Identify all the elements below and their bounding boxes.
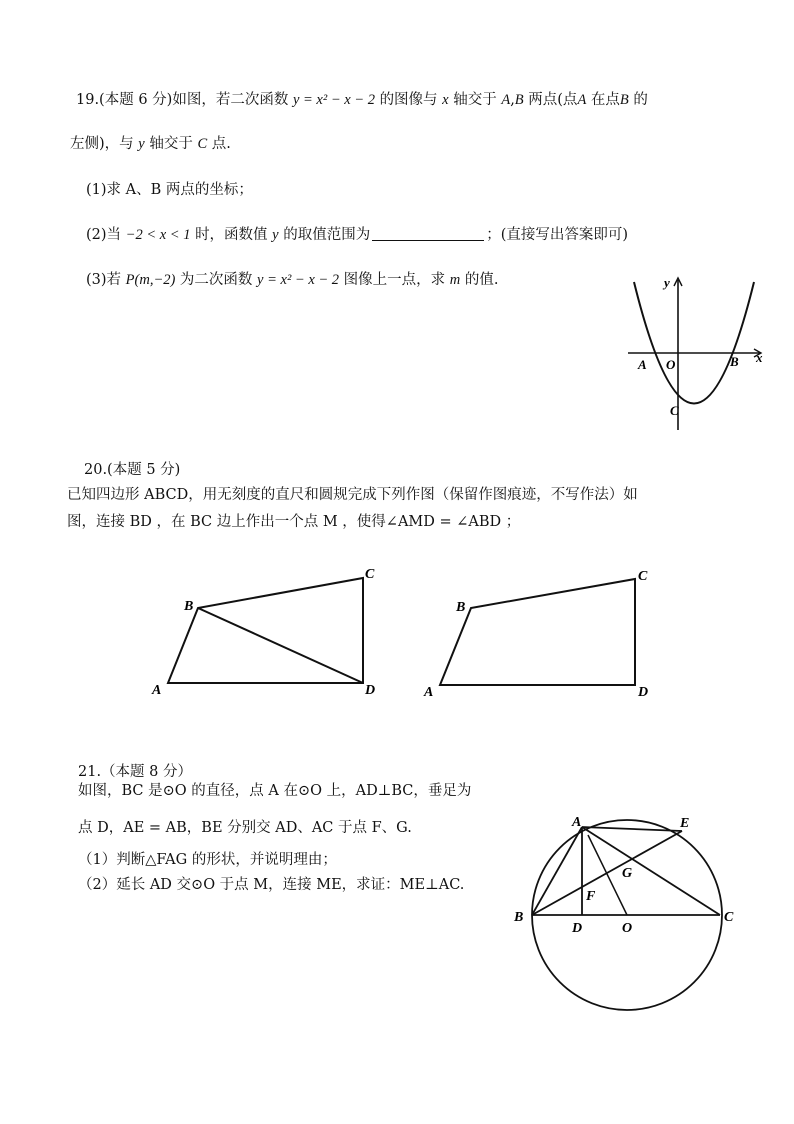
q19-intro-text: 19.(本题 6 分)如图，若二次函数 [76, 92, 289, 108]
q19-inequality: −2 < x < 1 [125, 227, 191, 243]
segment-ac [582, 827, 720, 915]
q19-text: 两点(点 [528, 92, 578, 108]
label-e: E [680, 816, 690, 831]
q19-text: 轴交于 [149, 136, 193, 152]
label-c: C [670, 403, 679, 418]
q19-text: 的取值范围为 [283, 227, 371, 243]
answer-blank[interactable] [372, 226, 484, 241]
q19-point-b: B [619, 92, 629, 108]
q19-text: ；(直接写出答案即可) [486, 227, 629, 243]
q19-text: (3)若 [86, 272, 122, 288]
label-y: y [664, 275, 670, 290]
q19-text: 为二次函数 [179, 272, 253, 288]
q21-part1: （1）判断△FAG 的形状，并说明理由； [78, 852, 337, 868]
label-c: C [724, 910, 734, 925]
label-b: B [730, 354, 739, 369]
label-a: A [152, 683, 162, 698]
q20-figure-right [420, 560, 670, 705]
q21-line1: 如图，BC 是⊙O 的直径，点 A 在⊙O 上，AD⊥BC，垂足为 [78, 783, 472, 799]
q19-text: 在点 [590, 92, 620, 108]
q20-figure-left [150, 560, 390, 705]
q19-text: 左侧)，与 [70, 136, 134, 152]
q20-title: 20.(本题 5 分) [84, 462, 181, 478]
q19-text: 时，函数值 [195, 227, 268, 243]
label-o: O [622, 921, 633, 936]
label-b: B [456, 600, 466, 615]
q19-var-y: y [138, 136, 145, 152]
label-o: O [666, 357, 676, 372]
label-a: A [638, 357, 647, 372]
q19-text: 轴交于 [453, 92, 497, 108]
label-c: C [638, 569, 648, 584]
q21-title: 21.（本题 8 分） [78, 764, 193, 780]
q19-var-x: x [442, 92, 449, 108]
q19-part3 [86, 270, 498, 290]
q19-text: 的图像与 [379, 92, 438, 108]
q19-text: 的 [633, 92, 648, 108]
q19-text: 的值. [464, 272, 499, 288]
q21-circle-figure [510, 815, 750, 1015]
q19-point-c: C [197, 136, 208, 152]
quadrilateral-abcd [168, 578, 363, 683]
label-b: B [514, 910, 524, 925]
q19-function-equation: y = x² − x − 2 [292, 92, 375, 108]
q19-text: 点. [211, 136, 231, 152]
label-d: D [638, 685, 649, 700]
label-g: G [622, 866, 633, 881]
label-d: D [572, 921, 583, 936]
parabola-curve [634, 282, 754, 404]
q19-comma: , [510, 92, 515, 108]
q19-point-b: B [514, 92, 524, 108]
label-f: F [586, 889, 596, 904]
q19-point-a: A [501, 92, 511, 108]
q19-function-equation: y = x² − x − 2 [257, 272, 340, 288]
q19-text: (2)当 [86, 227, 122, 243]
q19-point-a: A [577, 92, 587, 108]
label-c: C [365, 567, 375, 582]
q19-point-p: P(m,−2) [125, 272, 176, 288]
q21-line2: 点 D，AE = AB，BE 分别交 AD、AC 于点 F、G. [78, 820, 412, 836]
label-a: A [572, 815, 582, 830]
q19-parabola-graph [620, 270, 770, 435]
q19-text: 图像上一点，求 [343, 272, 446, 288]
quadrilateral-abcd [440, 579, 635, 685]
q19-part1: (1)求 A、B 两点的坐标； [86, 182, 253, 198]
diagonal-bd [198, 608, 363, 683]
label-x: x [756, 350, 763, 365]
label-d: D [365, 683, 376, 698]
q20-line1: 已知四边形 ABCD，用无刻度的直尺和圆规完成下列作图（保留作图痕迹，不写作法）如 [67, 487, 638, 503]
q19-var-y: y [272, 227, 279, 243]
label-b: B [184, 599, 194, 614]
q19-line2 [70, 134, 231, 154]
q21-part2: （2）延长 AD 交⊙O 于点 M，连接 ME，求证：ME⊥AC. [78, 877, 465, 893]
q19-part2 [86, 225, 628, 245]
label-a: A [424, 685, 434, 700]
q19-var-m: m [449, 272, 461, 288]
q19-line1 [76, 90, 648, 110]
q20-line2: 图，连接 BD ，在 BC 边上作出一个点 M ，使得∠AMD = ∠ABD ； [67, 514, 521, 530]
